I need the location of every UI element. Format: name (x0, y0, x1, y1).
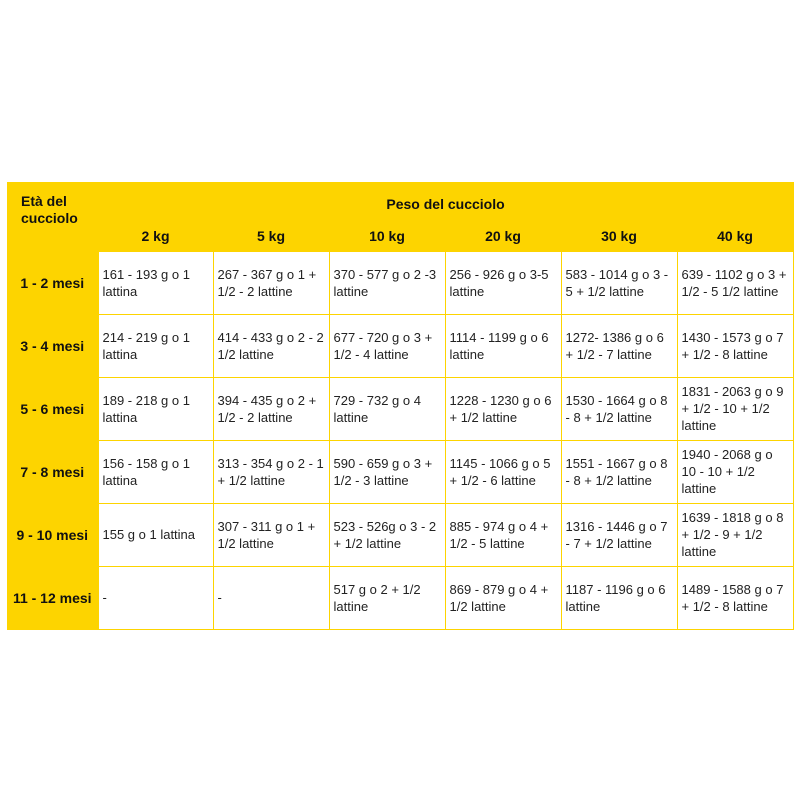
age-cell: 7 - 8 mesi (20, 463, 85, 480)
table-row (7, 440, 793, 503)
table-cell: 189 - 218 g o 1 lattina (98, 377, 213, 440)
table-row (7, 314, 793, 377)
table-cell: 267 - 367 g o 1 + 1/2 - 2 lattine (213, 251, 329, 314)
age-cell: 5 - 6 mesi (20, 400, 85, 417)
table-cell: 1530 - 1664 g o 8 - 8 + 1/2 lattine (561, 377, 677, 440)
table-cell: 517 g o 2 + 1/2 lattine (329, 566, 445, 629)
table-cell: 161 - 193 g o 1 lattina (98, 251, 213, 314)
weight-header-30kg: 30 kg (601, 228, 637, 245)
weight-group-header: Peso del cucciolo (386, 195, 505, 212)
table-cell: 885 - 974 g o 4 + 1/2 - 5 lattine (445, 503, 561, 566)
table-row (7, 503, 793, 566)
age-cell: 3 - 4 mesi (20, 337, 85, 354)
weight-header-20kg: 20 kg (485, 228, 521, 245)
table-cell: 155 g o 1 lattina (98, 503, 213, 566)
table-cell: 156 - 158 g o 1 lattina (98, 440, 213, 503)
table-cell: - (213, 566, 329, 629)
table-cell: 677 - 720 g o 3 + 1/2 - 4 lattine (329, 314, 445, 377)
table-cell: 394 - 435 g o 2 + 1/2 - 2 lattine (213, 377, 329, 440)
table-cell: - (98, 566, 213, 629)
table-row (7, 251, 793, 314)
table-cell: 1551 - 1667 g o 8 - 8 + 1/2 lattine (561, 440, 677, 503)
weight-header-40kg: 40 kg (717, 228, 753, 245)
table-cell: 256 - 926 g o 3-5 lattine (445, 251, 561, 314)
table-cell: 414 - 433 g o 2 - 2 1/2 lattine (213, 314, 329, 377)
age-cell: 11 - 12 mesi (12, 589, 92, 606)
table-cell: 869 - 879 g o 4 + 1/2 lattine (445, 566, 561, 629)
table-cell: 1639 - 1818 g o 8 + 1/2 - 9 + 1/2 lattine (677, 503, 793, 566)
table-cell: 1316 - 1446 g o 7 - 7 + 1/2 lattine (561, 503, 677, 566)
table-cell: 313 - 354 g o 2 - 1 + 1/2 lattine (213, 440, 329, 503)
age-cell: 1 - 2 mesi (20, 274, 85, 291)
table-cell: 1114 - 1199 g o 6 lattine (445, 314, 561, 377)
table-cell: 1489 - 1588 g o 7 + 1/2 - 8 lattine (677, 566, 793, 629)
weight-header-10kg: 10 kg (369, 228, 405, 245)
table-row (7, 377, 793, 440)
table-row (7, 566, 793, 629)
weight-header-5kg: 5 kg (256, 228, 285, 245)
table-cell: 1940 - 2068 g o 10 - 10 + 1/2 lattine (677, 440, 793, 503)
table-cell: 1228 - 1230 g o 6 + 1/2 lattine (445, 377, 561, 440)
table-cell: 307 - 311 g o 1 + 1/2 lattine (213, 503, 329, 566)
table-cell: 214 - 219 g o 1 lattina (98, 314, 213, 377)
table-cell: 583 - 1014 g o 3 - 5 + 1/2 lattine (561, 251, 677, 314)
weight-header-2kg: 2 kg (141, 228, 170, 245)
table-cell: 1831 - 2063 g o 9 + 1/2 - 10 + 1/2 lattine (677, 377, 793, 440)
age-cell: 9 - 10 mesi (16, 526, 89, 543)
table-cell: 1145 - 1066 g o 5 + 1/2 - 6 lattine (445, 440, 561, 503)
table-cell: 1187 - 1196 g o 6 lattine (561, 566, 677, 629)
table-cell: 1272- 1386 g o 6 + 1/2 - 7 lattine (561, 314, 677, 377)
header-row-top (7, 182, 793, 222)
feeding-table (7, 182, 794, 630)
table-cell: 1430 - 1573 g o 7 + 1/2 - 8 lattine (677, 314, 793, 377)
table-cell: 370 - 577 g o 2 -3 lattine (329, 251, 445, 314)
header-row-weights (7, 222, 793, 251)
age-column-header: Età del cucciolo (21, 193, 78, 226)
table-cell: 639 - 1102 g o 3 + 1/2 - 5 1/2 lattine (677, 251, 793, 314)
table-cell: 590 - 659 g o 3 + 1/2 - 3 lattine (329, 440, 445, 503)
table-cell: 523 - 526g o 3 - 2 + 1/2 lattine (329, 503, 445, 566)
table-cell: 729 - 732 g o 4 lattine (329, 377, 445, 440)
